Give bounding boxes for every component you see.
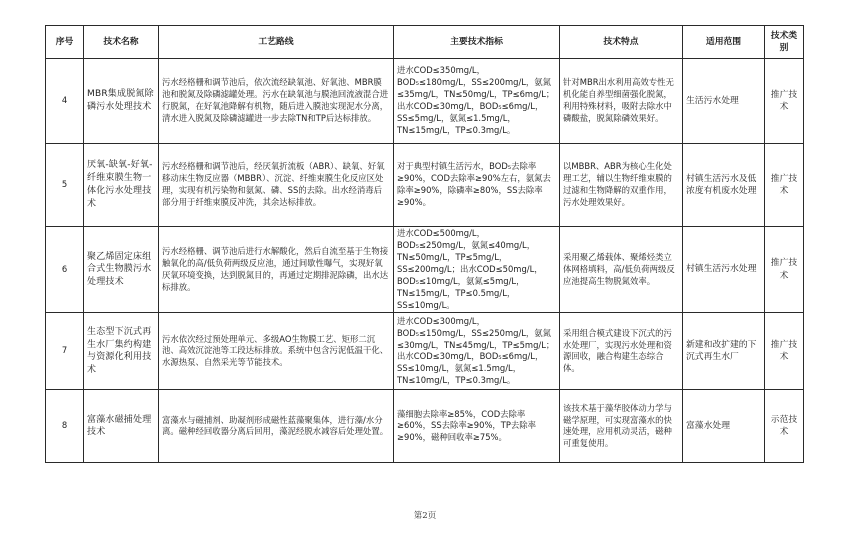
table-row [46,227,804,313]
technology-name: 厌氧-缺氧-好氧-纤维束膜生物一体化污水处理技术 [84,144,159,227]
process-route: 污水经格栅、调节池后进行水解酸化，然后自流至基于生物接触氧化的高/低负荷两级反应池，通过间歇性曝气，实现好氧厌氧环境变换，达到脱氮目的，再通过定期排泥除磷，出水达标排放。 [159,227,394,313]
process-route: 富藻水与磁捕剂、助凝剂形成磁性蓝藻聚集体，进行藻/水分离。磁种经回收器分离后回用，藻泥经脱水减容后处理处置。 [159,390,394,463]
row-number: 7 [46,313,84,390]
technical-features: 该技术基于藻华胶体动力学与磁学原理，可实现富藻水的快速处理，应用机动灵活，磁种可重复使用。 [560,390,683,463]
header-name: 技术名称 [84,26,159,59]
table-row [46,144,804,227]
header-indicators: 主要技术指标 [394,26,560,59]
technology-name: 聚乙烯固定床组合式生物膜污水处理技术 [84,227,159,313]
technology-name: MBR集成脱氮除磷污水处理技术 [84,59,159,144]
technology-category: 推广技术 [765,59,804,144]
technology-category: 示范技术 [765,390,804,463]
technical-indicators: 对于典型村镇生活污水，BOD₅去除率≥90%，COD去除率≥90%左右，氨氮去除率≥90%，除磷率≥80%，SS去除率≥90%。 [394,144,560,227]
process-route: 污水经格栅和调节池后，依次流经缺氧池、好氧池、MBR膜池和脱氮及除磷滤罐处理。污水在缺氧池与膜池回流液混合进行脱氮，在好氧池降解有机物，随后进入膜池实现泥水分离，清水进入脱氮及除磷滤罐进一步去除TN和TP后达标排放。 [159,59,394,144]
technology-table [45,25,804,463]
application-scope: 村镇生活污水处理 [683,227,765,313]
header-type: 技术类别 [765,26,804,59]
header-row [46,26,804,59]
technical-indicators: 藻细胞去除率≥85%，COD去除率≥60%，SS去除率≥90%，TP去除率≥90%，磁种回收率≥75%。 [394,390,560,463]
row-number: 8 [46,390,84,463]
technology-category: 推广技术 [765,313,804,390]
technical-features: 采用组合模式建设下沉式的污水处理厂，实现污水处理和资源回收，融合构建生态综合体。 [560,313,683,390]
application-scope: 村镇生活污水及低浓度有机废水处理 [683,144,765,227]
row-number: 5 [46,144,84,227]
technology-name: 生态型下沉式再生水厂集约构建与资源化利用技术 [84,313,159,390]
technical-indicators: 进水COD≤350mg/L，BOD₅≤180mg/L，SS≤200mg/L，氨氮≤35mg/L，TN≤50mg/L，TP≤6mg/L；出水COD≤30mg/L，BOD₅≤6mg/L，SS≤5mg/L，氨氮≤1.5mg/L，TN≤15mg/L，TP≤0.3mg/L。 [394,59,560,144]
technical-features: 采用聚乙烯载体、聚烯烃类立体网格填料，高/低负荷两级反应池提高生物脱氮效率。 [560,227,683,313]
process-route: 污水经格栅和调节池后，经厌氧折流板（ABR）、缺氧、好氧移动床生物反应器（MBBR）、沉淀、纤维束膜生化反应区处理，实现有机污染物和氨氮、磷、SS的去除。出水经消毒后部分用于纤维束膜反冲洗，其余达标排放。 [159,144,394,227]
header-features: 技术特点 [560,26,683,59]
table-row [46,313,804,390]
table-row [46,59,804,144]
technical-features: 针对MBR出水利用高效专性无机化能自养型细菌强化脱氮，利用特殊材料，吸附去除水中磷酸盐，脱氮除磷效果好。 [560,59,683,144]
technology-category: 推广技术 [765,144,804,227]
row-number: 4 [46,59,84,144]
application-scope: 新建和改扩建的下沉式再生水厂 [683,313,765,390]
technical-indicators: 进水COD≤300mg/L，BOD₅≤150mg/L，SS≤250mg/L，氨氮≤30mg/L，TN≤45mg/L，TP≤5mg/L；出水COD≤30mg/L，BOD₅≤6mg/L，SS≤10mg/L，氨氮≤1.5mg/L，TN≤10mg/L，TP≤0.3mg/L。 [394,313,560,390]
technical-features: 以MBBR、ABR为核心生化处理工艺，辅以生物纤维束膜的过滤和生物降解的双重作用，污水处理效果好。 [560,144,683,227]
application-scope: 富藻水处理 [683,390,765,463]
header-no: 序号 [46,26,84,59]
header-process: 工艺路线 [159,26,394,59]
page-number: 第2页 [413,511,437,521]
technology-name: 富藻水磁捕处理技术 [84,390,159,463]
technical-indicators: 进水COD≤500mg/L，BOD₅≤250mg/L，氨氮≤40mg/L，TN≤50mg/L，TP≤5mg/L，SS≤200mg/L；出水COD≤50mg/L，BOD₅≤10mg/L，氨氮≤5mg/L，TN≤15mg/L，TP≤0.5mg/L，SS≤10mg/L。 [394,227,560,313]
application-scope: 生活污水处理 [683,59,765,144]
table-row [46,390,804,463]
process-route: 污水依次经过预处理单元、多级AO生物膜工艺、矩形二沉池、高效沉淀池等工段达标排放。系统中包含污泥低温干化、水源热泵、自然采光等节能技术。 [159,313,394,390]
row-number: 6 [46,227,84,313]
technology-category: 推广技术 [765,227,804,313]
header-scope: 适用范围 [683,26,765,59]
